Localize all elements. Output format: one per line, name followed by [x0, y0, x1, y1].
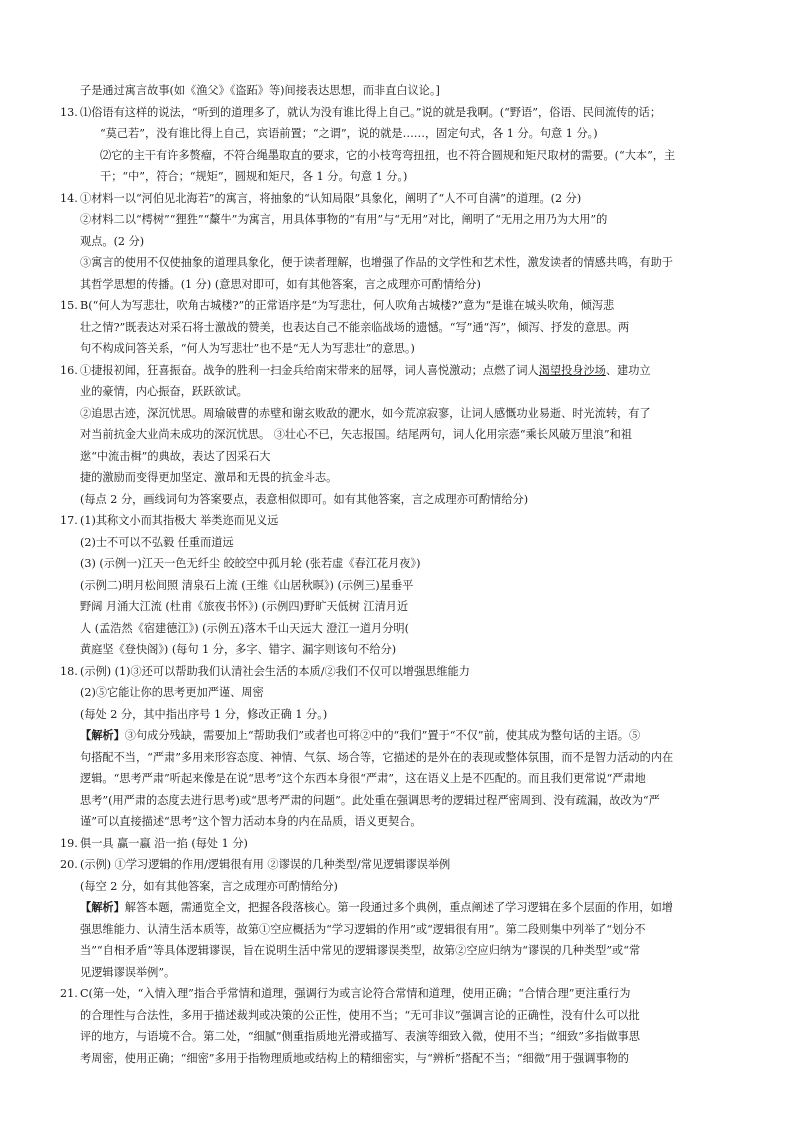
question-13 [60, 102, 737, 188]
question-number: 14. [60, 191, 78, 205]
answer-line: 黄庭坚《登快阁》) (每句 1 分，多字、错字、漏字则该句不给分) [80, 643, 397, 656]
question-17 [60, 510, 737, 661]
answer-text: 、建功立 [605, 363, 651, 377]
question-number: 19. [60, 836, 78, 850]
question-number: 13. [60, 105, 78, 119]
answer-line: 的合理性与合法性，多用于描述裁判或决策的公正性，使用不当；“无可非议”强调言论的正确性，没有什么可以批 [80, 1008, 640, 1022]
scoring-note: (每点 2 分，画线词句为答案要点，表意相似即可。如有其他答案，言之成理亦可酌情给分) [80, 492, 529, 506]
answer-line: “莫己若”，没有谁比得上自己，宾语前置；“之谓”，说的就是……，固定句式，各 1 分。句意 1 分。) [100, 127, 598, 140]
answer-line: 俱一具 赢一蠃 沿一掐 (每处 1 分) [80, 836, 248, 850]
answer-text: ①捷报初闻，狂喜振奋。战争的胜利一扫金兵给南宋带来的屈辱，词人喜悦激动；点燃了词人 [80, 363, 539, 377]
answer-line: 考周密，使用正确；“细密”多用于指物理质地或结构上的精细密实，与“辨析”搭配不当；“细微”用于强调事物的 [80, 1051, 629, 1065]
analysis-label: 【解析】 [80, 900, 125, 914]
intro-line: 子是通过寓言故事(如《渔父》《盗跖》等)间接表达思想，而非直白议论。] [80, 84, 440, 97]
analysis-line [80, 897, 737, 919]
analysis-text: ③句成分残缺，需要加上“帮助我们”或者也可将②中的“我们”置于“不仅”前，使其成为整句话的主语。⑤ [124, 729, 641, 742]
answer-line: ③寓言的使用不仅使抽象的道理具象化，便于读者理解，也增强了作品的文学性和艺术性，激发读者的情感共鸣，有助于 [80, 256, 673, 269]
scoring-note: (每空 2 分，如有其他答案，言之成理亦可酌情给分) [80, 879, 338, 893]
answer-line: (1)其称文小而其指极大 举类迩而见义远 [80, 514, 279, 527]
answer-line: ⑴俗语有这样的说法，“听到的道理多了，就认为没有谁比得上自己。”说的就是我啊。(“野语”，俗语、民间流传的话； [80, 105, 662, 119]
underlined-key-phrase: 渴望投身沙场 [538, 363, 606, 377]
answer-line: (示例) ①学习逻辑的作用/逻辑很有用 ②谬误的几种类型/常见逻辑谬误举例 [80, 858, 451, 871]
question-number: 16. [60, 363, 78, 377]
answer-line: (示例) (1)③还可以帮助我们认清社会生活的本质/②我们不仅可以增强思维能力 [80, 664, 470, 678]
question-15 [60, 295, 737, 360]
answer-line: (示例二)明月松间照 清泉石上流 (王维《山居秋暝》) (示例三)星垂平 [80, 578, 414, 592]
question-number: 17. [60, 514, 78, 527]
analysis-text: 解答本题，需通览全文，把握各段落核心。第一段通过多个典例，重点阐述了学习逻辑在多个层面的作用，如增 [124, 901, 673, 914]
answer-line: (2)士不可以不弘毅 任重而道远 [80, 535, 234, 549]
answer-line: 句不构成问答关系，“何人为写悲壮”也不是“无人为写悲壮”的意思。) [80, 342, 415, 355]
analysis-line: 见逻辑谬误举例”。 [80, 965, 176, 979]
answer-line: 观点。(2 分) [80, 234, 145, 248]
answer-line: 评的地方，与语境不合。第二处，“细腻”侧重指质地光滑或描写、表演等细致入微，使用不当；“细致”多指做事思 [80, 1030, 640, 1043]
question-20 [60, 854, 737, 983]
question-number: 20. [60, 858, 78, 871]
answer-line: 对当前抗金大业尚未成功的深沉忧思。 ③壮心不已，矢志报国。结尾两句，词人化用宗悫“乘长风破万里浪”和祖 [80, 428, 632, 441]
answer-line: 捷的激励而变得更加坚定、激昂和无畏的抗金斗志。 [80, 471, 338, 484]
answer-line: 干；“中”，符合；“规矩”，圆规和矩尺，各 1 分。句意 1 分。) [100, 170, 408, 183]
answer-line: 壮之情?”既表达对采石将士激战的赞美，也表达自己不能亲临战场的遗憾。“写”通“泻”，倾泻、抒发的意思。两 [80, 320, 630, 334]
scoring-note: (每处 2 分，其中指出序号 1 分，修改正确 1 分。) [80, 707, 328, 721]
question-number: 18. [60, 664, 78, 678]
answer-line: ②追思古迹，深沉忧思。周瑜破曹的赤壁和谢玄败敌的淝水，如今荒凉寂寥，让词人感慨功业易逝、时光流转，有了 [80, 406, 651, 420]
answer-line: 业的豪情，内心振奋，跃跃欲试。 [80, 385, 248, 398]
answer-line: C(第一处，“入情入理”指合乎常情和道理，强调行为或言论符合常情和道理，使用正确；“合情合理”更注重行为 [80, 987, 631, 1000]
answer-line: 野阔 月涌大江流 (杜甫《旅夜书怀》) (示例四)野旷天低树 江清月近 [80, 600, 409, 613]
question-18 [60, 661, 737, 833]
analysis-line: 思考”(用严肃的态度去进行思考)或“思考严肃的问题”。此处重在强调思考的逻辑过程严密周到、没有疏漏，故改为“严 [80, 793, 660, 807]
answer-line: 人 (孟浩然《宿建德江》) (示例五)落木千山天远大 澄江一道月分明( [80, 621, 409, 635]
question-number: 21. [60, 987, 78, 1000]
analysis-line: 谨”可以直接描述“思考”这个智力活动本身的内在品质，语义更契合。 [80, 815, 422, 828]
question-14 [60, 188, 737, 296]
question-16 [60, 360, 737, 511]
analysis-line: 当”“自相矛盾”等具体逻辑谬误，旨在说明生活中常见的逻辑谬误类型，故第②空应归纳为“谬误的几种类型”或“常 [80, 944, 641, 957]
answer-line: ②材料二以“樗树”“狸狌”“斄牛”为寓言，用具体事物的“有用”与“无用”对比，阐明了“无用之用乃为大用”的 [80, 213, 608, 226]
question-19 [60, 833, 737, 855]
answer-line: (3) (示例一)江天一色无纤尘 皎皎空中孤月轮 (张若虚《春江花月夜》) [80, 557, 421, 570]
analysis-label: 【解析】 [80, 728, 125, 742]
question-21 [60, 983, 737, 1069]
question-number: 15. [60, 299, 78, 312]
answer-line: B(“何人为写悲壮，吹角古城楼?”的正常语序是“为写悲壮，何人吹角古城楼?”意为“是谁在城头吹角，倾泻悲 [80, 299, 615, 312]
answer-line: 其哲学思想的传播。(1 分) (意思对即可，如有其他答案，言之成理亦可酌情给分) [80, 277, 481, 291]
answer-line: (2)⑤它能让你的思考更加严谨、周密 [80, 686, 264, 699]
answer-line: 逖“中流击楫”的典故，表达了因采石大 [80, 449, 271, 463]
analysis-line: 逻辑。“思考严肃”听起来像是在说“思考”这个东西本身很“严肃”，这在语义上是不匹配的。而且我们更常说“严肃地 [80, 772, 646, 785]
analysis-line: 句搭配不当，“严肃”多用来形容态度、神情、气氛、场合等，它描述的是外在的表现或整体氛围，而不是智力活动的内在 [80, 750, 674, 764]
answer-line: ①材料一以“河伯见北海若”的寓言，将抽象的“认知局限”具象化，阐明了“人不可自满”的道理。(2 分) [80, 191, 582, 205]
analysis-line [80, 725, 737, 747]
analysis-line: 强思维能力、认清生活本质等，故第①空应概括为“学习逻辑的作用”或“逻辑很有用”。第二段则集中列举了“划分不 [80, 922, 646, 936]
answer-line: ⑵它的主干有许多赘瘤，不符合绳墨取直的要求，它的小枝弯弯扭扭，也不符合圆规和矩尺取材的需要。(“大本”，主 [100, 148, 676, 162]
answer-line [80, 360, 737, 382]
